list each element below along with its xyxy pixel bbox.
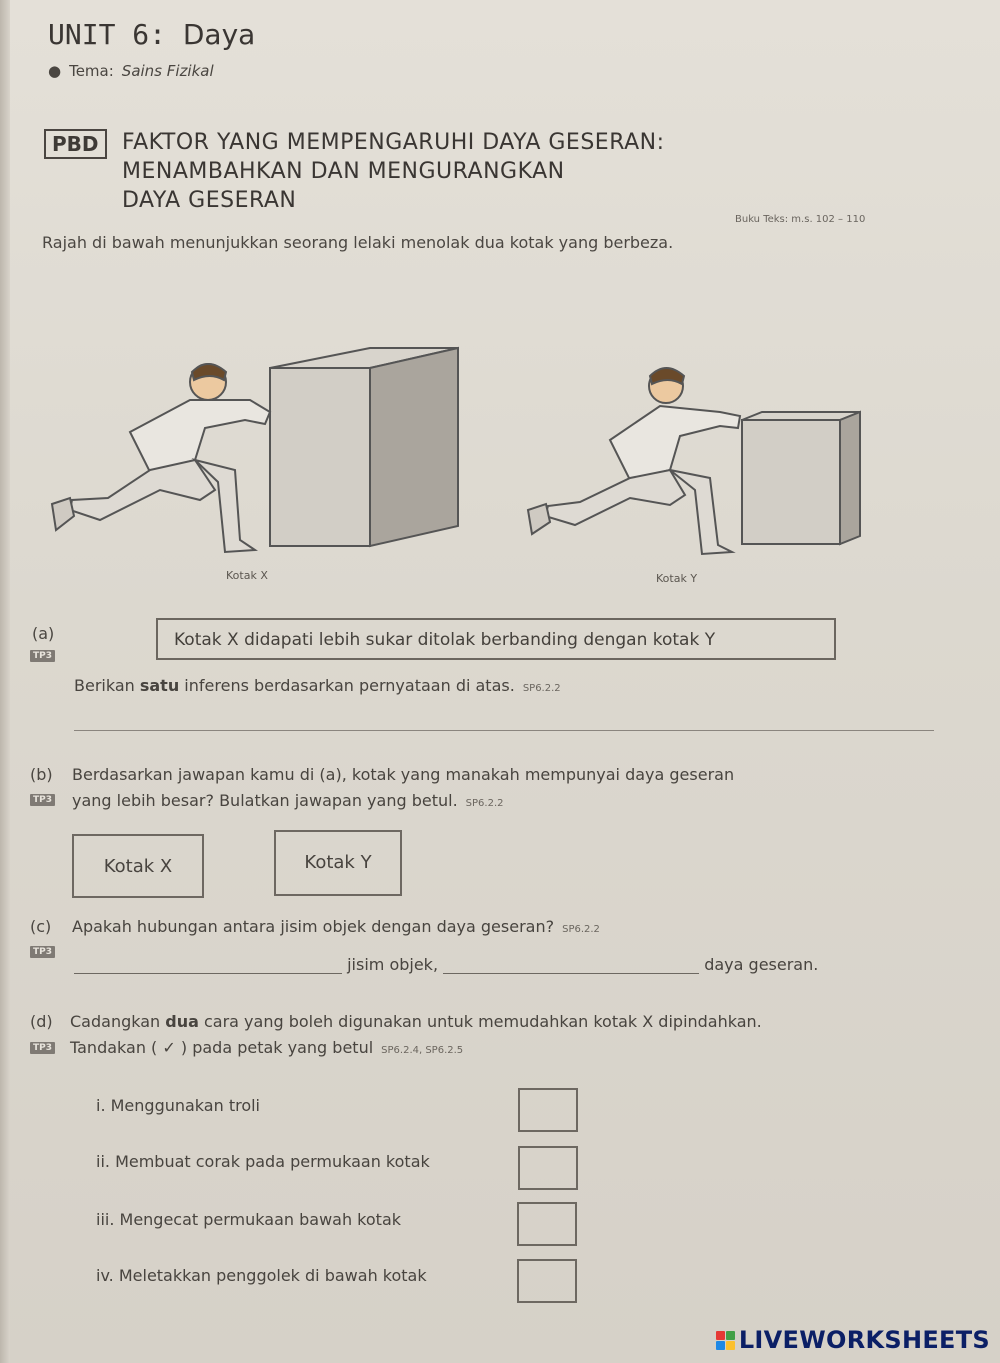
question-b-line2 (72, 791, 503, 810)
heading-line: MENAMBAHKAN DAN MENGURANGKAN (122, 159, 565, 184)
question-d-bold: dua (165, 1012, 199, 1031)
liveworksheets-logo-icon (716, 1331, 735, 1350)
question-b-label: (b) (30, 765, 53, 784)
box-x-illustration (270, 348, 458, 546)
man-pushing-y (528, 368, 740, 554)
syllabus-code: SP6.2.2 (465, 798, 504, 809)
question-c-fill (74, 955, 818, 974)
syllabus-code: SP6.2.2 (562, 924, 600, 935)
blank-field-1[interactable] (74, 955, 342, 974)
liveworksheets-brand[interactable] (716, 1326, 990, 1354)
option-item-1: i. Menggunakan troli (96, 1096, 260, 1115)
option-item-4: iv. Meletakkan penggolek di bawah kotak (96, 1266, 427, 1285)
question-a-prompt (74, 676, 561, 695)
checkbox-2[interactable] (518, 1146, 578, 1190)
caption-kotak-x: Kotak X (226, 569, 268, 582)
pbd-badge: PBD (44, 129, 107, 159)
question-b-line1: Berdasarkan jawapan kamu di (a), kotak yang manakah mempunyai daya geseran (72, 765, 735, 784)
syllabus-code: SP6.2.4, SP6.2.5 (381, 1045, 464, 1056)
box-y-illustration (742, 412, 860, 544)
unit-title-prefix: UNIT 6: (48, 18, 167, 51)
intro-text: Rajah di bawah menunjukkan seorang lelaki menolak dua kotak yang berbeza. (42, 233, 674, 252)
prompt-bold: satu (139, 676, 180, 695)
checkbox-3[interactable] (517, 1202, 577, 1246)
tp-badge: TP3 (30, 1042, 55, 1054)
option-kotak-x[interactable]: Kotak X (72, 834, 204, 898)
question-d-line1 (70, 1012, 762, 1031)
question-c-text (72, 917, 600, 936)
question-d-text: cara yang boleh digunakan untuk memudahkan kotak X dipindahkan. (198, 1012, 762, 1031)
page-spine (0, 0, 10, 1363)
unit-title (48, 18, 255, 51)
bullet-icon: ● (48, 62, 62, 80)
question-a-label: (a) (32, 624, 55, 643)
caption-kotak-y: Kotak Y (656, 572, 698, 585)
question-c-prompt: Apakah hubungan antara jisim objek dengan daya geseran? (72, 917, 555, 936)
tema-value: Sains Fizikal (121, 62, 214, 80)
question-c-label: (c) (30, 917, 52, 936)
option-kotak-y[interactable]: Kotak Y (274, 830, 402, 896)
question-d-line2 (70, 1038, 463, 1057)
tp-badge: TP3 (30, 650, 55, 662)
blank-field-2[interactable] (443, 955, 699, 974)
fill-text-end: daya geseran. (704, 955, 819, 974)
illustration (30, 320, 970, 580)
section-heading (122, 128, 665, 215)
checkbox-4[interactable] (517, 1259, 577, 1303)
fill-text-mid: jisim objek, (347, 955, 439, 974)
man-pushing-x (52, 364, 270, 552)
brand-text: LIVEWORKSHEETS (738, 1326, 990, 1354)
option-item-3: iii. Mengecat permukaan bawah kotak (96, 1210, 402, 1229)
answer-line-a[interactable] (74, 730, 934, 731)
prompt-text: Berikan (74, 676, 140, 695)
option-item-2: ii. Membuat corak pada permukaan kotak (96, 1152, 430, 1171)
syllabus-code: SP6.2.2 (522, 683, 561, 694)
prompt-text: inferens berdasarkan pernyataan di atas. (179, 676, 515, 695)
question-d-instruction: Tandakan ( ✓ ) pada petak yang betul (70, 1038, 374, 1057)
tp-badge: TP3 (30, 794, 55, 806)
textbook-reference: Buku Teks: m.s. 102 – 110 (735, 214, 866, 225)
heading-line: DAYA GESERAN (122, 188, 297, 213)
question-a-statement: Kotak X didapati lebih sukar ditolak berbanding dengan kotak Y (156, 618, 836, 660)
tema-label: Tema: (69, 62, 114, 80)
checkbox-1[interactable] (518, 1088, 578, 1132)
question-d-label: (d) (30, 1012, 53, 1031)
heading-line: FAKTOR YANG MEMPENGARUHI DAYA GESERAN: (122, 130, 665, 155)
unit-title-word: Daya (182, 18, 256, 51)
tp-badge: TP3 (30, 946, 55, 958)
question-d-text: Cadangkan (70, 1012, 166, 1031)
question-b-text: yang lebih besar? Bulatkan jawapan yang betul. (72, 791, 458, 810)
tema-line (48, 62, 214, 80)
